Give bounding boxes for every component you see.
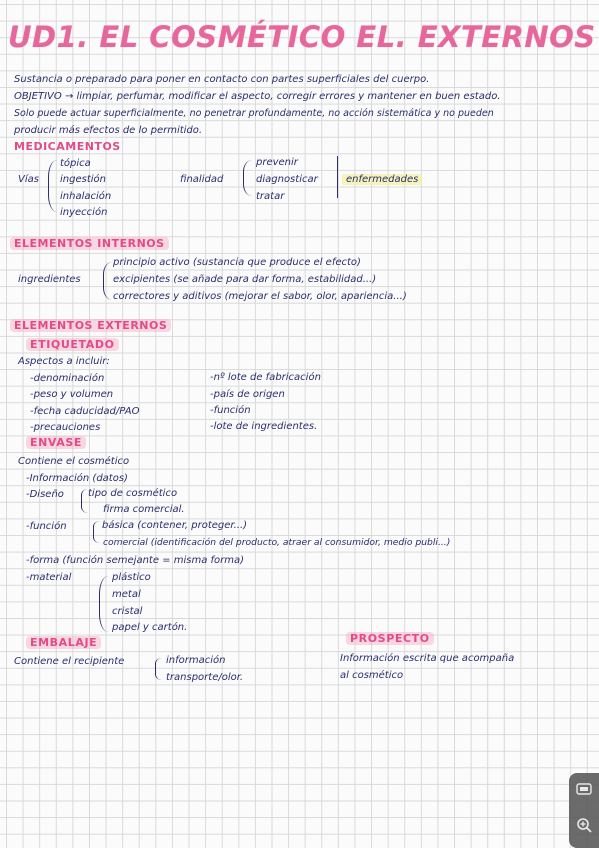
page-icon-graphic [576,783,592,795]
embalaje-item: transporte/olor. [166,672,244,683]
via-item: inhalación [60,191,112,202]
envase-forma: -forma (función semejante = misma forma) [26,555,245,566]
material-item: papel y cartón. [112,622,188,633]
intro-line-3: Solo puede actuar superficialmente, no penetrar profundamente, no acción sistemática y no pueden [14,108,494,119]
etiquetado-left-item: -peso y volumen [30,389,114,400]
material-bracket [99,576,108,632]
prospecto-heading: PROSPECTO [346,632,434,645]
via-item: inyección [60,207,108,218]
etiquetado-intro: Aspectos a incluir: [18,356,110,367]
ingredientes-label: ingredientes [18,274,81,285]
envase-informacion: -Información (datos) [26,473,128,484]
page-icon[interactable] [574,781,594,801]
diseno-item: tipo de cosmético [88,488,178,499]
embalaje-item: información [166,655,226,666]
viewer-toolbar [569,773,599,848]
envase-material: -material [26,572,72,583]
embalaje-bracket [155,658,162,680]
ingredientes-bracket [103,262,112,300]
page-title: UD1. EL COSMÉTICO EL. EXTERNOS [8,20,596,54]
funcion-item: comercial (identificación del producto, atraer al consumidor, medio publi...) [103,537,451,548]
finalidad-item: tratar [256,191,285,202]
finalidad-item: diagnosticar [256,174,318,185]
internos-heading: ELEMENTOS INTERNOS [10,237,169,250]
medicamentos-heading: MEDICAMENTOS [14,140,121,153]
externos-heading: ELEMENTOS EXTERNOS [10,319,171,332]
envase-heading: ENVASE [26,436,86,449]
via-item: tópica [60,158,91,169]
diseno-item: firma comercial. [103,504,185,515]
etiquetado-heading: ETIQUETADO [26,338,119,351]
intro-line-4: producir más efectos de lo permitido. [14,125,203,136]
etiquetado-right-item: -país de origen [210,389,285,400]
intro-line-1: Sustancia o preparado para poner en contacto con partes superficiales del cuerpo. [14,74,430,85]
etiquetado-left-item: -fecha caducidad/PAO [30,406,140,417]
zoom-in-icon-graphic [576,817,592,833]
etiquetado-left-item: -denominación [30,373,105,384]
etiquetado-right-item: -lote de ingredientes. [210,421,318,432]
via-item: ingestión [60,174,106,185]
ingrediente-item: excipientes (se añade para dar forma, estabilidad...) [113,274,377,285]
etiquetado-right-item: -función [210,405,251,416]
diseno-bracket [81,489,88,513]
envase-diseno: -Diseño [26,489,64,500]
funcion-bracket [93,521,100,543]
material-item: cristal [112,606,143,617]
envase-intro: Contiene el cosmético [18,456,130,467]
prospecto-line-1: Información escrita que acompaña [340,653,515,664]
finalidad-bracket [243,160,252,196]
prospecto-line-2: al cosmético [340,670,404,681]
ingrediente-item: correctores y aditivos (mejorar el sabor, olor, apariencia...) [113,291,407,302]
zoom-in-icon[interactable] [574,817,594,837]
finalidad-label: finalidad [180,174,224,185]
funcion-item: básica (contener, proteger...) [102,520,248,531]
etiquetado-right-item: -nº lote de fabricación [210,372,321,383]
finalidad-item: prevenir [256,157,298,168]
material-item: plástico [112,572,151,583]
intro-line-2: OBJETIVO → limpiar, perfumar, modificar el aspecto, corregir errores y mantener en buen estado. [14,91,501,102]
etiquetado-left-item: -precauciones [30,422,101,433]
enfermedades-label: enfermedades [342,174,422,185]
material-item: metal [112,589,141,600]
vias-bracket [48,160,57,212]
embalaje-text: Contiene el recipiente [14,656,125,667]
finalidad-divider [337,156,338,198]
ingrediente-item: principio activo (sustancia que produce el efecto) [113,257,361,268]
vias-label: Vías [18,174,39,185]
embalaje-heading: EMBALAJE [26,636,101,649]
envase-funcion: -función [26,521,67,532]
